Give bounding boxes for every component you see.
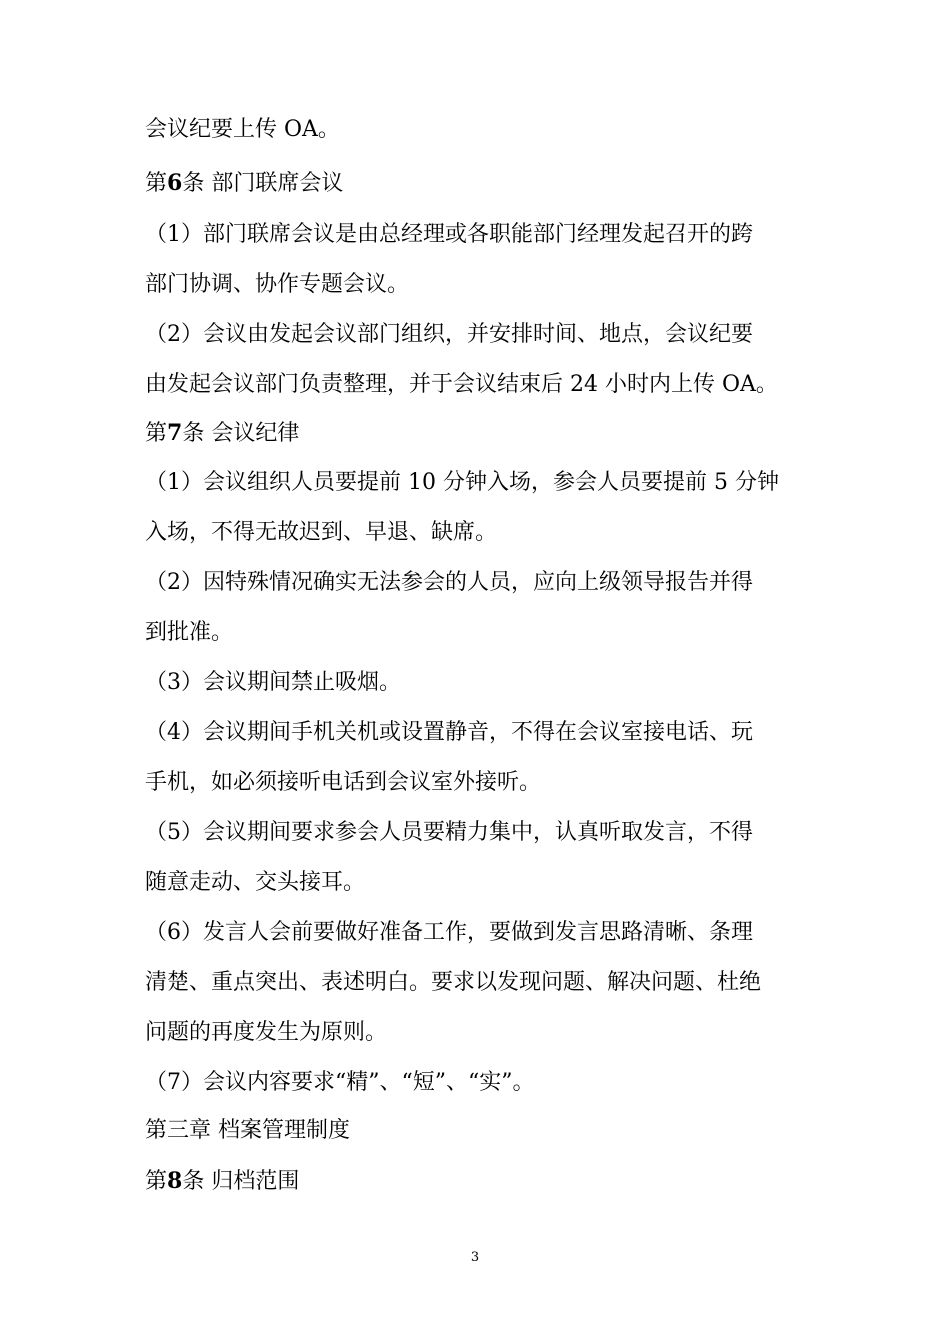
article-title: 条 归档范围: [182, 1169, 300, 1194]
text-line: （4）会议期间手机关机或设置静音，不得在会议室接电话、玩: [145, 720, 753, 745]
article-title: 条 部门联席会议: [182, 171, 344, 196]
article-prefix: 第: [145, 421, 168, 446]
text-line: 手机，如必须接听电话到会议室外接听。: [145, 770, 542, 795]
text-line: （3）会议期间禁止吸烟。: [145, 670, 401, 695]
text-line: （1）会议组织人员要提前 10 分钟入场，参会人员要提前 5 分钟: [145, 470, 779, 495]
text-line: 清楚、重点突出、表述明白。要求以发现问题、解决问题、杜绝: [145, 970, 762, 995]
text-line: 问题的再度发生为原则。: [145, 1020, 388, 1045]
text-line: 随意走动、交头接耳。: [145, 870, 366, 895]
article-prefix: 第: [145, 171, 168, 196]
text-line: 部门协调、协作专题会议。: [145, 272, 410, 297]
article-heading-7: [145, 418, 299, 448]
text-line: （2）会议由发起会议部门组织，并安排时间、地点，会议纪要: [145, 322, 753, 347]
article-number: 6: [167, 170, 183, 196]
text-line: 入场，不得无故迟到、早退、缺席。: [145, 520, 498, 545]
page-number: 3: [470, 1250, 480, 1265]
article-prefix: 第: [145, 1169, 168, 1194]
text-line: 由发起会议部门负责整理，并于会议结束后 24 小时内上传 OA。: [145, 372, 778, 397]
text-line: （5）会议期间要求参会人员要精力集中，认真听取发言，不得: [145, 820, 753, 845]
article-title: 条 会议纪律: [182, 421, 300, 446]
text-line: （6）发言人会前要做好准备工作，要做到发言思路清晰、条理: [145, 920, 753, 945]
chapter-heading: 第三章 档案管理制度: [145, 1118, 350, 1143]
article-heading-8: [145, 1166, 299, 1196]
text-line: （2）因特殊情况确实无法参会的人员，应向上级领导报告并得: [145, 570, 753, 595]
article-number: 7: [167, 420, 183, 446]
article-number: 8: [167, 1168, 183, 1194]
text-line: 会议纪要上传 OA。: [145, 117, 340, 142]
text-line: （7）会议内容要求“精”、“短”、“实”。: [145, 1070, 535, 1095]
article-heading-6: [145, 168, 343, 198]
text-line: 到批准。: [145, 620, 234, 645]
text-line: （1）部门联席会议是由总经理或各职能部门经理发起召开的跨: [145, 222, 753, 247]
